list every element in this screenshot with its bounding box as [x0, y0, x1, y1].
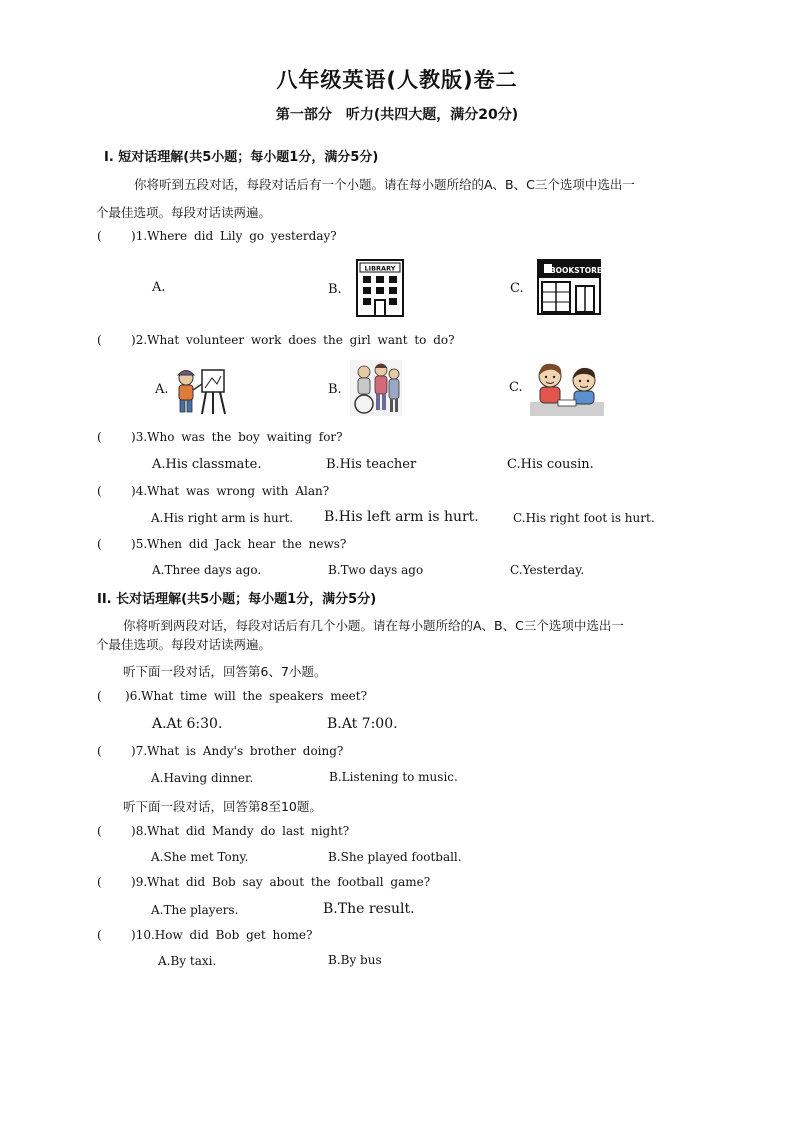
q4-option-c: C.His right foot is hurt.: [513, 511, 655, 525]
part-subtitle: 第一部分 听力(共四大题，满分20分): [275, 107, 519, 123]
question-4: ( )4.What was wrong with Alan?: [97, 484, 330, 498]
question-1: ( )1.Where did Lily go yesterday?: [97, 229, 337, 243]
q7-option-b: B.Listening to music.: [329, 770, 458, 784]
question-2: ( )2.What volunteer work does the girl want to do?: [97, 333, 455, 347]
q10-option-b: B.By bus: [328, 953, 382, 967]
q9-option-a: A.The players.: [151, 903, 239, 917]
section2-instruction-2: 个最佳选项。每段对话读两遍。: [96, 637, 272, 652]
section2-lead-1: 听下面一段对话，回答第6、7小题。: [123, 664, 327, 679]
q3-option-c: C.His cousin.: [507, 457, 594, 472]
q5-option-b: B.Two days ago: [328, 563, 424, 577]
q3-option-a: A.His classmate.: [152, 457, 262, 472]
library-label: LIBRARY: [364, 264, 396, 273]
section2-instruction-1: 你将听到两段对话，每段对话后有几个小题。请在每小题所给的A、B、C三个选项中选出一: [123, 618, 624, 633]
q8-option-b: B.She played football.: [328, 850, 462, 864]
question-6: ( )6.What time will the speakers meet?: [97, 689, 368, 703]
q5-option-a: A.Three days ago.: [152, 563, 262, 577]
q3-option-b: B.His teacher: [326, 457, 417, 472]
question-9: ( )9.What did Bob say about the football game?: [97, 875, 431, 889]
child-painting-icon: [172, 364, 230, 416]
question-10: ( )10.How did Bob get home?: [97, 928, 313, 942]
q4-option-b: B.His left arm is hurt.: [324, 509, 479, 525]
section2-heading: II. 长对话理解(共5小题；每小题1分，满分5分): [97, 592, 377, 607]
library-building-icon: [354, 258, 406, 318]
q1-option-a: A.: [152, 280, 166, 295]
section1-heading: I. 短对话理解(共5小题；每小题1分，满分5分): [104, 150, 379, 165]
question-8: ( )8.What did Mandy do last night?: [97, 824, 350, 838]
helping-elderly-icon: [350, 360, 402, 416]
q1-option-c: C.: [510, 281, 524, 296]
q2-option-b: B.: [328, 382, 342, 397]
q7-option-a: A.Having dinner.: [151, 771, 254, 785]
q9-option-b: B.The result.: [323, 901, 415, 917]
section2-lead-2: 听下面一段对话，回答第8至10题。: [123, 799, 322, 814]
q10-option-a: A.By taxi.: [158, 954, 217, 968]
q1-option-b: B.: [328, 282, 342, 297]
q2-option-c: C.: [509, 380, 523, 395]
section1-instruction-1: 你将听到五段对话，每段对话后有一个小题。请在每小题所给的A、B、C三个选项中选出一: [134, 177, 635, 192]
bookstore-label: BOOKSTORE: [549, 266, 602, 275]
q6-option-b: B.At 7:00.: [327, 716, 398, 732]
q6-option-a: A.At 6:30.: [152, 716, 223, 732]
q4-option-a: A.His right arm is hurt.: [151, 511, 294, 525]
q2-option-a: A.: [155, 382, 169, 397]
question-5: ( )5.When did Jack hear the news?: [97, 537, 347, 551]
children-studying-icon: [530, 362, 604, 416]
page-title: 八年级英语(人教版)卷二: [276, 68, 518, 92]
question-3: ( )3.Who was the boy waiting for?: [97, 430, 343, 444]
question-7: ( )7.What is Andy's brother doing?: [97, 744, 344, 758]
bookstore-building-icon: [536, 258, 602, 316]
section1-instruction-2: 个最佳选项。每段对话读两遍。: [96, 205, 272, 220]
q8-option-a: A.She met Tony.: [151, 850, 249, 864]
q5-option-c: C.Yesterday.: [510, 563, 585, 577]
